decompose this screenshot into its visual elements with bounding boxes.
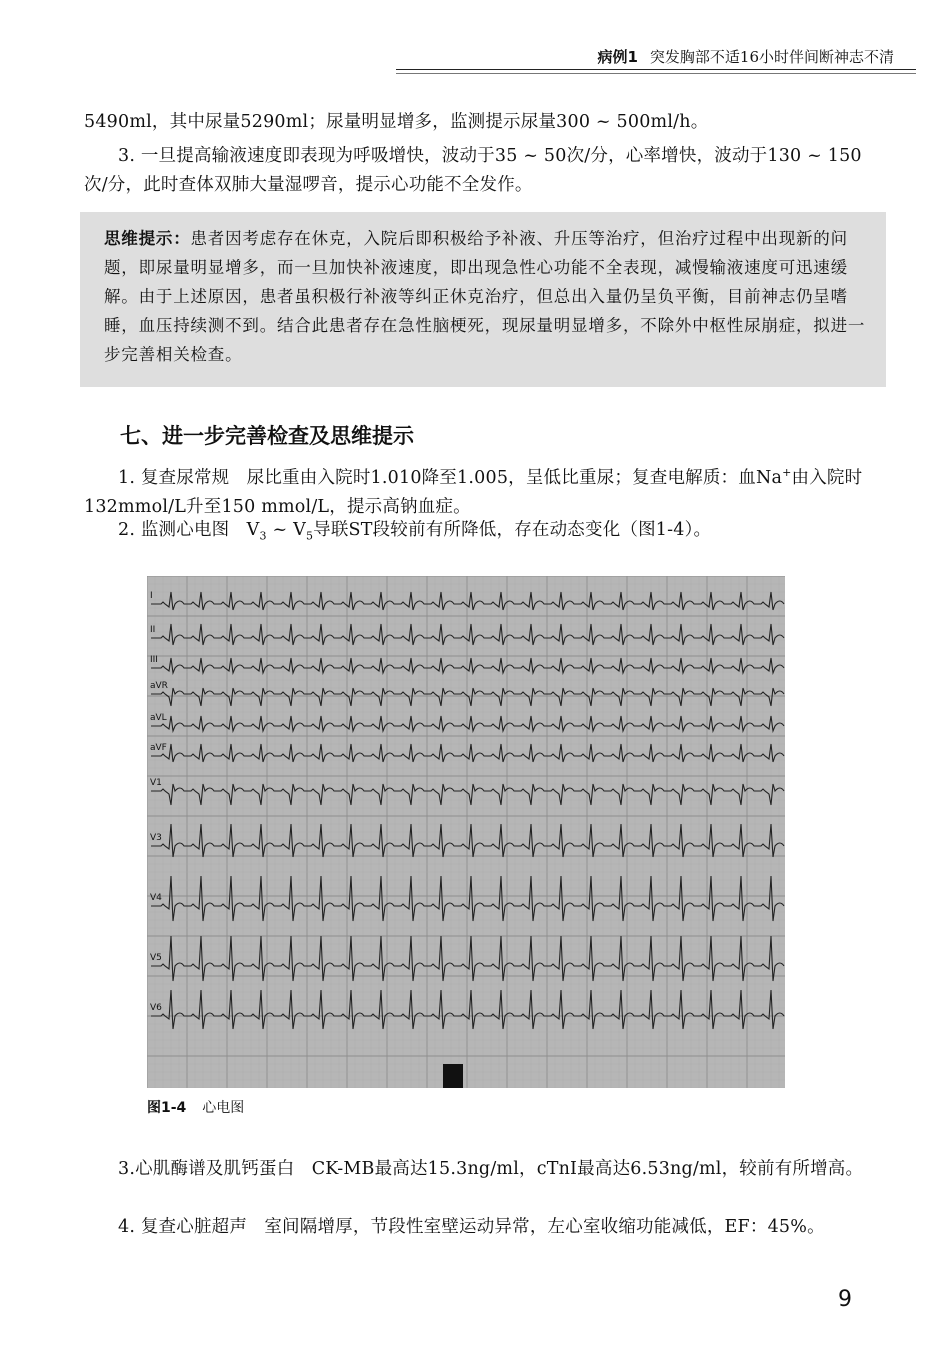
lead-sub-3: 3	[259, 529, 267, 543]
echo-head: 4. 复查心脏超声	[118, 1217, 248, 1237]
tip-text: 患者因考虑存在休克，入院后即积极给予补液、升压等治疗，但治疗过程中出现新的问题，即尿量明显增多，而一旦加快补液速度，即出现急性心功能不全表现，减慢输液速度可迅速缓解。由于上述原因，患者虽积极行补液等纠正休克治疗，但总出入量仍呈负平衡，目前神志仍呈嗜睡，血压持续测不到。结合此患者存在急性脑梗死，现尿量明显增多，不除外中枢性尿崩症，拟进一步完善相关检查。	[104, 229, 866, 364]
section-title: 七、进一步完善检查及思维提示	[120, 424, 414, 448]
enzymes-text: CK-MB最高达15.3ng/ml，cTnI最高达6.53ng/ml，较前有所增高。	[311, 1159, 864, 1179]
ecg-trace-lead	[151, 936, 784, 981]
urinalysis-text-a: 尿比重由入院时1.010降至1.005，呈低比重尿；复查电解质：血Na	[246, 467, 783, 488]
ecg-lead-label: V3	[150, 833, 162, 843]
header-rule-thin	[396, 73, 916, 74]
case-label: 病例1	[597, 48, 638, 66]
figure-caption-text: 心电图	[202, 1100, 245, 1116]
ecg-lead-label: II	[150, 625, 156, 635]
header-rule	[396, 69, 916, 70]
echo-text: 室间隔增厚，节段性室壁运动异常，左心室收缩功能减低，EF：45%。	[264, 1217, 825, 1237]
ecg-trace-lead	[151, 824, 784, 857]
ecg-lead-label: III	[150, 655, 158, 665]
ecg-trace-lead	[151, 876, 784, 921]
thinking-tip-box	[80, 212, 886, 387]
ecg-trace-lead	[151, 688, 784, 706]
ecg-lead-label: V4	[150, 893, 162, 903]
ecg-head: 2. 监测心电图	[118, 520, 230, 540]
sodium-plus: +	[782, 466, 792, 479]
ecg-trace-image	[147, 576, 785, 1088]
page-number: 9	[838, 1287, 852, 1312]
ecg-lead-label: aVL	[150, 713, 167, 723]
ecg-lead-label: V5	[150, 953, 162, 963]
ecg-marker	[443, 1064, 463, 1088]
ecg-grid	[147, 576, 785, 1088]
ecg-text: 导联ST段较前有所降低，存在动态变化（图1-4）。	[313, 520, 712, 540]
ecg-trace-lead	[151, 784, 784, 805]
ecg-trace-lead	[151, 716, 784, 731]
ecg-lead-label: V6	[150, 1003, 162, 1013]
urinalysis-head: 1. 复查尿常规	[118, 467, 230, 488]
ecg-lead-label: I	[150, 591, 153, 601]
ecg-figure	[147, 576, 785, 1088]
paragraph-cardiac-enzymes	[84, 1155, 874, 1184]
ecg-trace-lead	[151, 592, 784, 610]
paragraph-urinalysis	[84, 458, 874, 522]
ecg-trace-lead	[151, 990, 784, 1029]
ecg-trace-lead	[151, 658, 784, 673]
paragraph-urine-volume: 5490ml，其中尿量5290ml；尿量明显增多，监测提示尿量300 ~ 500ml/h。	[84, 112, 709, 132]
header-title: 突发胸部不适16小时伴间断神志不清	[649, 48, 894, 66]
lead-range: ~ V	[266, 520, 306, 540]
ecg-lead-label: V1	[150, 778, 162, 788]
tip-label: 思维提示：	[104, 229, 191, 248]
paragraph-item-3: 3. 一旦提高输液速度即表现为呼吸增快，波动于35 ~ 50次/分，心率增快，波动于130 ~ 150次/分，此时查体双肺大量湿啰音，提示心功能不全发作。	[84, 146, 862, 195]
figure-number: 图1-4	[147, 1100, 187, 1116]
lead-sub-5: 5	[305, 529, 314, 543]
ecg-lead-label: aVF	[150, 743, 167, 753]
ecg-lead-label: aVR	[150, 681, 168, 691]
ecg-trace-lead	[151, 744, 784, 762]
figure-caption	[147, 1097, 244, 1117]
paragraph-echocardiogram	[84, 1213, 874, 1242]
paragraph-ecg-monitor	[84, 516, 874, 551]
ecg-trace-lead	[151, 624, 784, 645]
enzymes-head: 3.心肌酶谱及肌钙蛋白	[118, 1159, 295, 1179]
lead-v: V	[246, 520, 260, 540]
running-header	[597, 46, 894, 67]
urinalysis-text-b: 由入院时132mmol/L升至150 mmol/L，提示高钠血症。	[84, 467, 863, 517]
